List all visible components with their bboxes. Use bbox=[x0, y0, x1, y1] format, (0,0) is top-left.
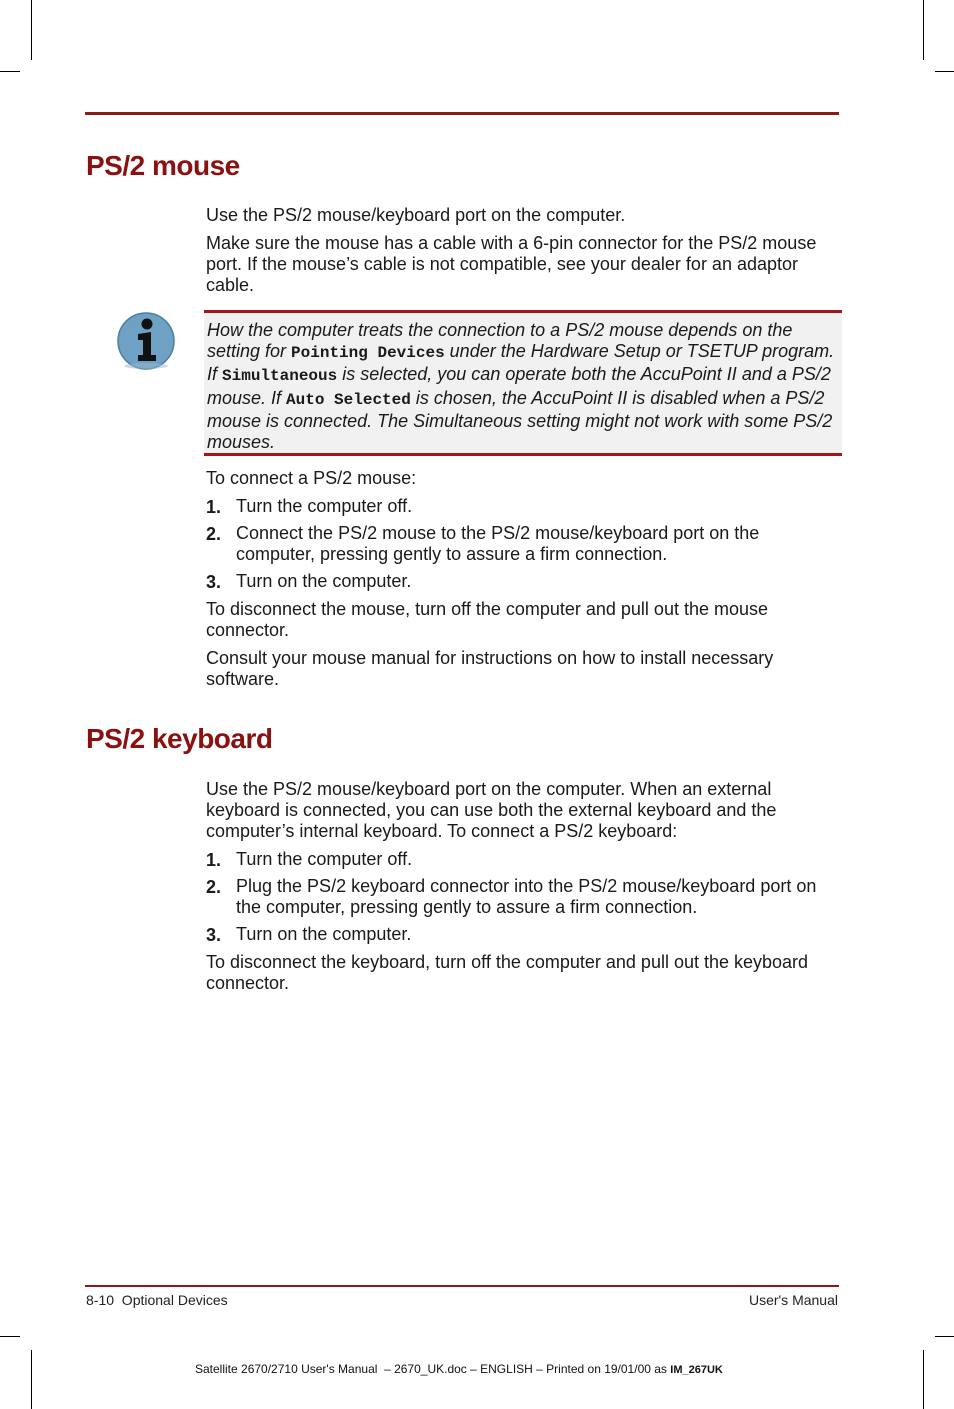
list-item: 2. Connect the PS/2 mouse to the PS/2 mouse/keyboard port on the computer, pressing gently to assure a firm connection. bbox=[206, 523, 760, 564]
crop-mark bbox=[0, 71, 20, 72]
list-item: 1. Turn the computer off. bbox=[206, 849, 413, 870]
setting-name: Pointing Devices bbox=[291, 344, 445, 363]
info-icon bbox=[116, 311, 176, 371]
list-item: 1. Turn the computer off. bbox=[206, 496, 413, 517]
print-line-text: Satellite 2670/2710 User's Manual – 2670_UK.doc – ENGLISH – Printed on 19/01/00 as bbox=[195, 1362, 671, 1376]
section-heading-mouse: PS/2 mouse bbox=[86, 150, 240, 181]
print-code: IM_267UK bbox=[670, 1364, 723, 1376]
list-item: 3. Turn on the computer. bbox=[206, 571, 412, 592]
crop-mark bbox=[31, 1350, 32, 1409]
header-rule bbox=[85, 112, 839, 115]
setting-value: Simultaneous bbox=[222, 367, 338, 386]
step-list bbox=[206, 496, 836, 592]
mouse-procedure bbox=[206, 468, 836, 697]
note-text: How the computer treats the connection to a PS/2 mouse depends on the setting for Pointing Devices under the Hardware Setup or TSETUP program. If Simultaneous is selected, you can operate both the AccuPoint II and a PS/2 mouse. If Auto Selected is chosen, the AccuPoint II is disabled when a PS/2 mouse is connected. The Simultaneous setting might not work with some PS/2 mouses. bbox=[207, 320, 835, 453]
crop-mark bbox=[923, 1350, 924, 1409]
paragraph: Use the PS/2 mouse/keyboard port on the computer. bbox=[206, 205, 626, 225]
keyboard-procedure bbox=[206, 779, 836, 1001]
crop-mark bbox=[935, 1336, 954, 1337]
mouse-intro bbox=[206, 205, 836, 303]
paragraph: To disconnect the keyboard, turn off the computer and pull out the keyboard connector. bbox=[206, 952, 809, 993]
paragraph: To disconnect the mouse, turn off the computer and pull out the mouse connector. bbox=[206, 599, 769, 640]
list-item: 2. Plug the PS/2 keyboard connector into the PS/2 mouse/keyboard port on the computer, pressing gently to assure a firm connection. bbox=[206, 876, 817, 917]
step-list bbox=[206, 849, 836, 945]
list-item: 3. Turn on the computer. bbox=[206, 924, 412, 945]
page-number: 8-10 Optional Devices bbox=[86, 1292, 228, 1308]
crop-mark bbox=[923, 0, 924, 60]
crop-mark bbox=[935, 71, 954, 72]
footer-rule bbox=[85, 1285, 839, 1287]
note-box bbox=[204, 310, 842, 456]
paragraph: Consult your mouse manual for instructions on how to install necessary software. bbox=[206, 648, 774, 689]
paragraph: To connect a PS/2 mouse: bbox=[206, 468, 417, 488]
manual-title: User's Manual bbox=[748, 1292, 838, 1308]
paragraph: Make sure the mouse has a cable with a 6-pin connector for the PS/2 mouse port. If the mouse’s cable is not compatible, see your dealer for an adaptor cable. bbox=[206, 233, 817, 295]
crop-mark bbox=[31, 0, 32, 60]
crop-mark bbox=[0, 1336, 20, 1337]
paragraph: Use the PS/2 mouse/keyboard port on the computer. When an external keyboard is connected, you can use both the external keyboard and the computer’s internal keyboard. To connect a PS/2 keyboard: bbox=[206, 779, 777, 841]
setting-value: Auto Selected bbox=[286, 390, 411, 409]
section-heading-keyboard: PS/2 keyboard bbox=[86, 723, 273, 754]
